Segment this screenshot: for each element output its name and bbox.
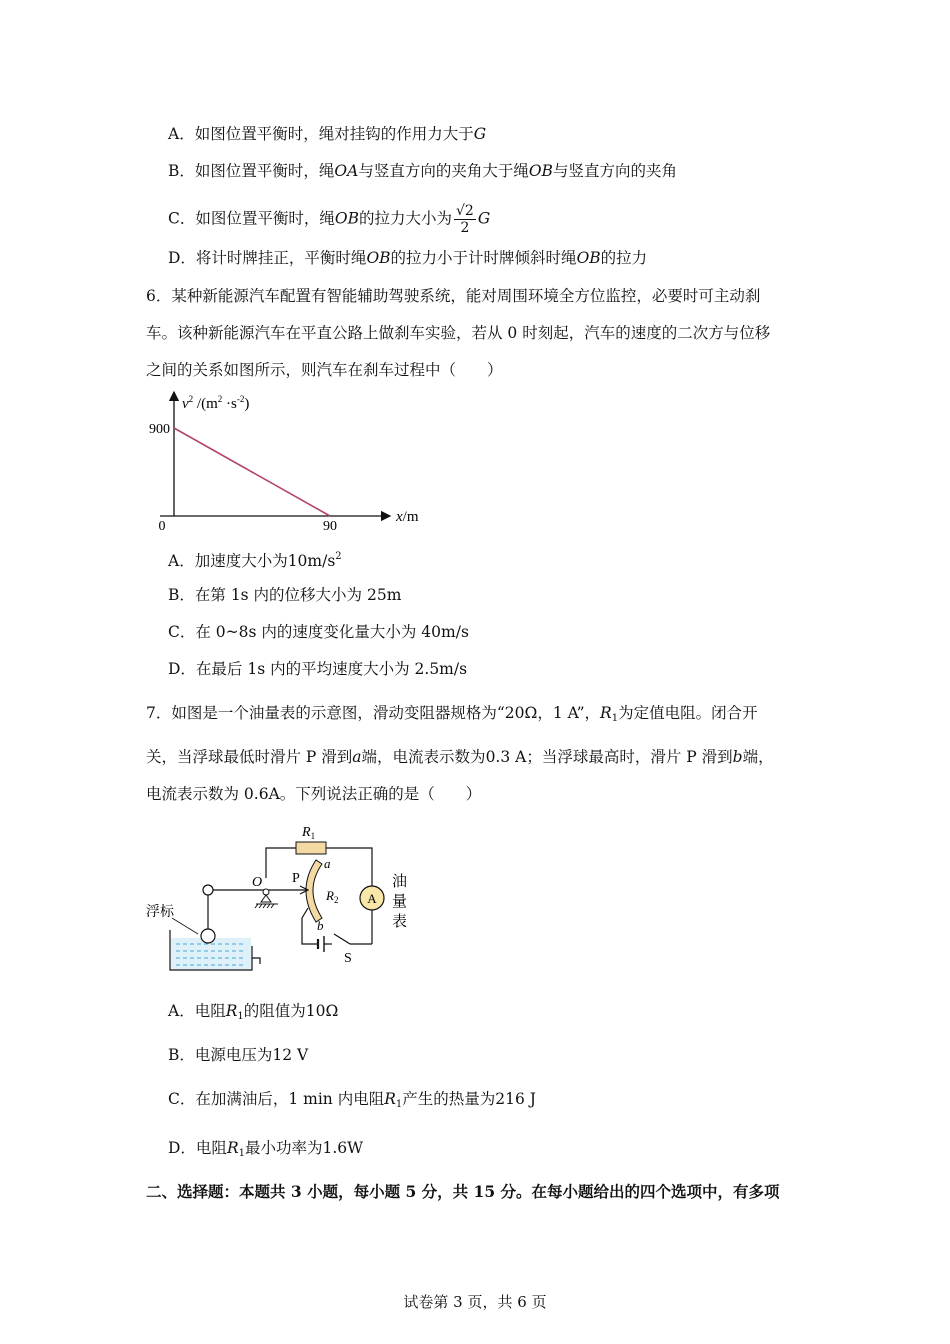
q5-option-b: B．如图位置平衡时，绳OA与竖直方向的夹角大于绳OB与竖直方向的夹角: [168, 162, 677, 180]
q6-option-a: A．加速度大小为$10m/s^2$: [168, 551, 342, 570]
q7-stem-line3: 电流表示数为 0.6A。下列说法正确的是（ ）: [146, 785, 482, 803]
x-axis-label: x/m: [396, 509, 419, 525]
q6-option-c: C．在 0~8s 内的速度变化量大小为 40m/s: [168, 623, 469, 641]
pivot: [263, 889, 269, 895]
fraction: $\frac{√2}{2}$: [456, 203, 474, 236]
v2-x-chart: [140, 388, 440, 538]
meter-label-3: 表: [392, 914, 408, 930]
q5-option-a: A．如图位置平衡时，绳对挂钩的作用力大于G: [168, 125, 487, 143]
r1-resistor: [296, 842, 326, 854]
q7-stem-line2: 关，当浮球最低时滑片 P 滑到a端，电流表示数为0.3 A；当浮球最高时，滑片 P 滑到b端，: [146, 748, 774, 766]
r1-label: $R_1$: [302, 825, 316, 841]
float-ball: [201, 929, 215, 943]
q6-stem-line2: 车。该种新能源汽车在平直公路上做刹车实验，若从 0 时刻起，汽车的速度的二次方与位移: [146, 324, 771, 342]
switch-lever: [334, 934, 350, 944]
q7-option-c: C．在加满油后，1 min 内电阻$R_1$产生的热量为216 J: [168, 1090, 536, 1110]
section-2-heading: 二、选择题：本题共 3 小题，每小题 5 分，共 15 分。在每小题给出的四个选项中，有多项: [146, 1182, 780, 1201]
q6-stem-line3: 之间的关系如图所示，则汽车在刹车过程中（ ）: [146, 361, 503, 379]
oil-gauge-circuit-diagram: [140, 818, 420, 978]
switch-label: S: [344, 951, 352, 966]
q6-option-d: D．在最后 1s 内的平均速度大小为 2.5m/s: [168, 660, 468, 678]
float-label: 浮标: [146, 905, 174, 920]
end-b-label: b: [317, 918, 324, 933]
r2-label: $R_2$: [326, 888, 339, 905]
y-axis-label: $v^2$ $/(m^2 \cdot s^{-2})$: [182, 394, 250, 412]
q6-stem-line1: 6．某种新能源汽车配置有智能辅助驾驶系统，能对周围环境全方位监控，必要时可主动刹: [146, 287, 761, 305]
slider-p-label: P: [292, 871, 300, 886]
q7-option-d: D．电阻$R_1$最小功率为1.6W: [168, 1139, 364, 1159]
ammeter-label: A: [367, 891, 377, 906]
meter-label-1: 油: [392, 874, 408, 890]
meter-label-2: 量: [392, 894, 408, 910]
end-a-label: a: [324, 856, 331, 871]
page-footer: 试卷第 3 页，共 6 页: [403, 1293, 547, 1311]
circuit-wire-right: [326, 848, 372, 886]
q7-option-b: B．电源电压为12 V: [168, 1046, 309, 1064]
q7-option-a: A．电阻$R_1$的阻值为10Ω: [168, 1002, 339, 1022]
y-tick-label: 900: [149, 422, 170, 437]
pivot-o-label: O: [252, 875, 263, 890]
q6-option-b: B．在第 1s 内的位移大小为 25m: [168, 586, 402, 604]
drain-tap: [252, 958, 260, 964]
q5-option-d: D．将计时牌挂正，平衡时绳OB的拉力小于计时牌倾斜时绳OB的拉力: [168, 249, 648, 267]
r2-arc-resistor: [306, 860, 322, 922]
x-tick-label-90: 90: [323, 519, 337, 534]
x-tick-label-0: 0: [158, 519, 166, 534]
series-line: [174, 428, 330, 516]
q7-stem-line1: 7．如图是一个油量表的示意图，滑动变阻器规格为“20Ω，1 A”，$R_1$为定值电阻。闭合开: [146, 704, 758, 724]
q5-option-c: C．如图位置平衡时，绳OB的拉力大小为 $\frac{√2}{2}$ G: [168, 203, 491, 236]
